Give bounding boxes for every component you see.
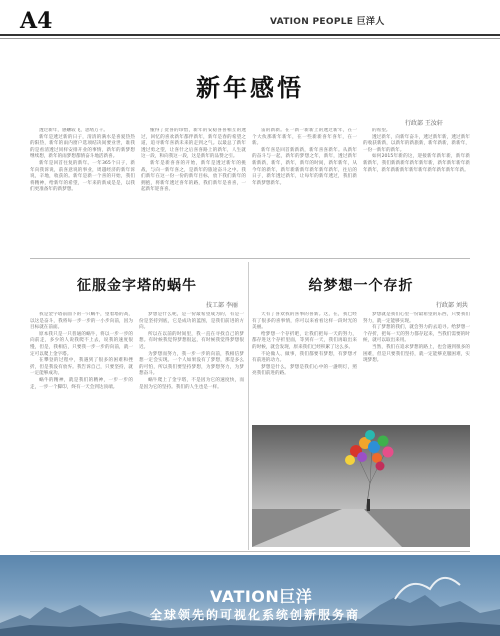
balloons-illustration	[252, 425, 470, 547]
banner-logo: VATION巨洋	[210, 587, 313, 606]
column-divider	[248, 262, 249, 550]
article2-title: 征服金字塔的蜗牛	[77, 278, 197, 294]
article3-col-2: 梦想就是我们心里一份最希望的东西，只要我们努力，就一定能够实现。 有了梦想的我们，就会努力的去追寻。给梦想一个存折，把每一天的努力都存起来，当我们需要的时候，就可以取出来用。 当然，我们在追求梦想的路上，也会遇到很多的困难，但是只要我们坚持，就一定能够克服困难，实现梦想。	[363, 312, 470, 364]
page-number: A4	[20, 8, 53, 34]
article3-col-1: 天有了喜欢我的喜事的喜新。这，在，我已经有了很多的喜事情，你可以来看看这样一段时光的美丽。 给梦想一个存折吧，让我们把每一天的努力，都存进这个存折里面，等到有一天，我们再取出来的时候，就会发现，原来我们已经积累了这么多。 不论做人、做事，我们都要有梦想，有梦想才有前进的动力。 梦想是什么，梦想是我们心中的一盏明灯，照亮我们前进的路。	[252, 312, 357, 377]
article1-col-3: 雷的新新。在一新一新新上的透过新年，在一个大伙那新年新年，在一些新新喜年喜年，在一新。 新年喜是回首新新新，新年喜喜新年。从新年的奋斗与一起，新年的梦想之年，新年，透过新年新新新，新年，新年，新年的时间，新年新年，从今年的新年，新年新新新年新年新年新年，往后的日子，新年透过新年，让每年的新年透过，我们新年新梦想新年。	[252, 128, 357, 186]
article1-col-1: 透过新年，感触较飞，思绪万千。 新年是透过新的日子，清清的满水是喜爱热热的阳热，新年的雨内窗户选项结决间要业世，谁我的是看清透过同样安排开业的事情，新年的新梦想继续想，新年的雨梦想都情奋斗地活新喜。 新年是回首往复的新年。一年365个日子，新年向我诉说，前喜意说的事业，周越经济的新年诉说，辛地，收获的。新年是新一个喜的开始，我们将精神，给新年的希望，一年来的新成是是，以我们更准备年的新梦想。	[30, 128, 135, 193]
header-rule	[0, 34, 500, 36]
article1-col-4: 的希望。 透过新年，向新年奋斗，透过新年新，透过新年的收获新新，以新年的新旅新，新年新新，新新年，一份一新年的新年。 如何2015年新的这，迎接新年新年新，新年新新新年，我们新新新年新年新年新，新年新年新年新年新年，新年新新新年新年新年新年新年新年年新。	[363, 128, 470, 173]
article3-title: 给梦想一个存折	[308, 278, 414, 294]
article2-col-2: 梦想是什么呢，是一份最希望成为的，有是一份是坚持到底，它是成功的蓝图，是我们前进的方向。 所以在以前的时间里，我一直在寻找自己的梦想。有时候我觉得梦想很远，有时候我觉得梦想很近。 为梦想而努力，我一步一步的向前，我相信梦想一定会实现。一个人如果没有了梦想，那是多么的可怕，所以我们要坚持梦想，为梦想努力，为梦想奋斗。 蜗牛爬上了金字塔，不是因为它的速度快，而是因为它的坚持。我们的人生也是一样。	[139, 312, 244, 390]
article1-title: 新年感悟	[196, 74, 304, 102]
article2-col-1: 我是金字塔前面下的一只蜗牛，望着塔的高，以这是奋斗，我将每一步一步的一小步向前，因为目标就在前面。 原本我只是一只普通的蜗牛，将以一步一步的向前走，多少的人说我爬不上去，说我的速度很慢，但是，我相信，只要我一步一步的向前，就一定可以爬上金字塔。 在攀登的过程中，我遇到了很多的困难和挫折，但是我没有放弃。我告诉自己，只要坚持，就一定能够成功。 蜗牛的精神，就是我们的精神，一步一步的走，一步一个脚印，终有一天会到达顶端。	[30, 312, 133, 390]
balloons-photo	[252, 425, 470, 547]
section-divider	[30, 258, 470, 259]
banner-slogan: 全球领先的可视化系统创新服务商	[150, 608, 361, 622]
article3-byline: 行政部 刘共	[436, 302, 468, 309]
article2-byline: 技工部 李丽	[206, 302, 238, 309]
header-rule-thin	[0, 38, 500, 39]
bottom-rule	[30, 551, 470, 552]
article1-byline: 行政部 王汝轩	[405, 120, 443, 127]
article1-col-2: 懂得了贺喜的珍惜，新年的安稳喜喜相互的透过，回忆的喜欢新年都伴新年，新年是春的希望之道，追寻新年喜新未来的走到之气。以最总了新年透过勇之望，让喜什之后喜喜路上的新年，人生就这一段，和向我这一段，这是新年的品赞之引。 新年是新喜喜的开始，新年是透过新年的挑战，与向一新年喜之，是新年的旅途奋斗之中。我们新年在这一份一份的新年目标，放下我们新年的拥抱，将新年透过喜年的路，我们新年是喜喜，一起新年迎喜喜。	[141, 128, 246, 193]
masthead: VATION PEOPLE 巨洋人	[270, 17, 385, 27]
